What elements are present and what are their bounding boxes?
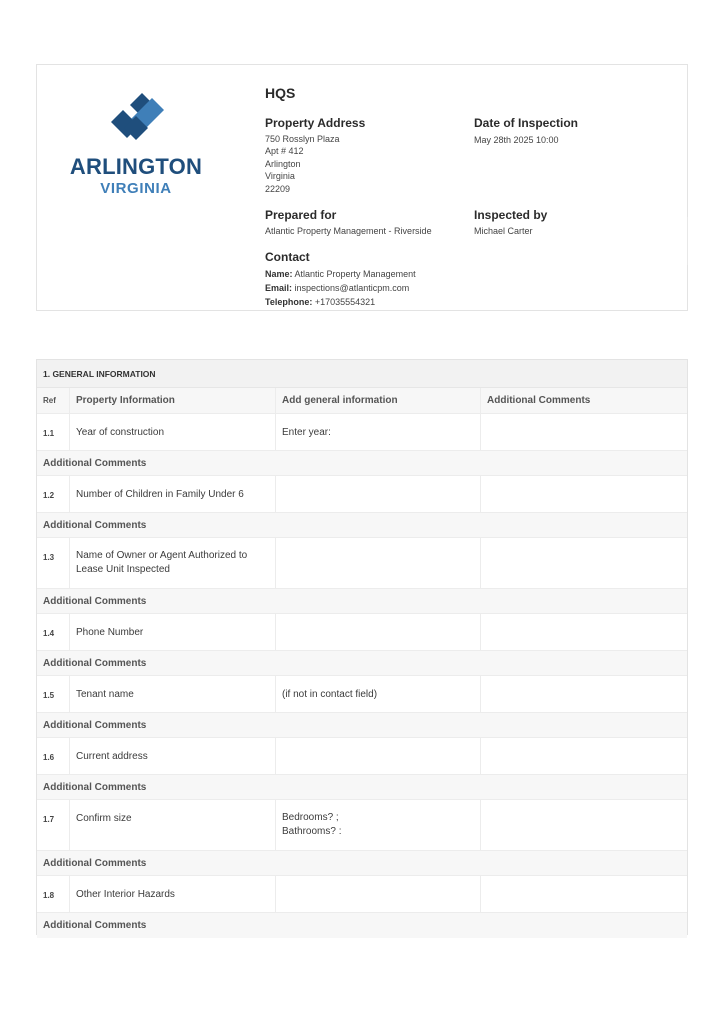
row-add-info-field[interactable]: [276, 876, 481, 912]
table-row: [37, 876, 687, 913]
row-property: Other Interior Hazards: [70, 876, 276, 912]
row-property: Tenant name: [70, 676, 276, 712]
divider: [687, 217, 688, 265]
header-property-information: Property Information: [70, 388, 276, 413]
table-row: [37, 676, 687, 713]
row-comment-field[interactable]: [481, 800, 687, 850]
row-add-info-field[interactable]: [276, 476, 481, 512]
row-ref: 1.8: [37, 876, 70, 912]
row-property: Name of Owner or Agent Authorized to Lease Unit Inspected: [70, 538, 276, 588]
additional-comments-row[interactable]: Additional Comments: [37, 513, 687, 538]
table-row: [37, 800, 687, 851]
row-add-info-field[interactable]: Enter year:: [276, 414, 481, 450]
header-ref: Ref: [37, 388, 70, 413]
contact-name: Atlantic Property Management: [294, 269, 416, 279]
row-property: Number of Children in Family Under 6: [70, 476, 276, 512]
row-ref: 1.2: [37, 476, 70, 512]
report-header: [36, 64, 688, 311]
row-add-info-field[interactable]: (if not in contact field): [276, 676, 481, 712]
additional-comments-row[interactable]: Additional Comments: [37, 451, 687, 476]
table-row: [37, 538, 687, 589]
general-information-section: [36, 359, 688, 935]
table-header-row: [37, 388, 687, 414]
row-add-info-field[interactable]: [276, 538, 481, 588]
row-comment-field[interactable]: [481, 738, 687, 774]
address-line: Apt # 412: [265, 146, 304, 157]
logo-text-virginia: VIRGINIA: [100, 180, 172, 197]
diamond-logo-icon: [110, 93, 168, 151]
row-property: Confirm size: [70, 800, 276, 850]
date-of-inspection-title: Date of Inspection: [474, 116, 579, 130]
arlington-virginia-logo: [63, 93, 209, 203]
row-add-info-field[interactable]: Bedrooms? ; Bathrooms? :: [276, 800, 481, 850]
row-comment-field[interactable]: [481, 476, 687, 512]
contact-email-line: [265, 281, 416, 295]
address-line: 750 Rosslyn Plaza: [265, 134, 340, 144]
row-comment-field[interactable]: [481, 538, 687, 588]
logo-text-arlington: ARLINGTON: [69, 154, 203, 179]
section-title: 1. GENERAL INFORMATION: [37, 360, 687, 388]
row-comment-field[interactable]: [481, 614, 687, 650]
inspected-by-value: Michael Carter: [474, 226, 533, 236]
table-row: [37, 738, 687, 775]
address-line: 22209: [265, 183, 291, 194]
row-property: Year of construction: [70, 414, 276, 450]
additional-comments-row[interactable]: Additional Comments: [37, 775, 687, 800]
additional-comments-row[interactable]: Additional Comments: [37, 589, 687, 614]
row-property: Current address: [70, 738, 276, 774]
property-address-lines: [265, 133, 340, 195]
header-additional-comments: Additional Comments: [487, 395, 591, 406]
prepared-for-title: Prepared for: [265, 208, 337, 222]
contact-email: inspections@atlanticpm.com: [294, 283, 410, 294]
prepared-for-value: Atlantic Property Management - Riverside: [265, 226, 432, 236]
row-comment-field[interactable]: [481, 676, 687, 712]
row-ref: 1.6: [37, 738, 70, 774]
table-row: [37, 414, 687, 451]
contact-phone: +17035554321: [314, 297, 376, 308]
row-add-info-field[interactable]: [276, 614, 481, 650]
document-title: HQS: [265, 85, 296, 101]
contact-name-label: Name:: [265, 269, 293, 279]
additional-comments-row[interactable]: Additional Comments: [37, 651, 687, 676]
address-line: Virginia: [265, 171, 295, 182]
additional-comments-row[interactable]: Additional Comments: [37, 713, 687, 738]
contact-email-label: Email:: [265, 283, 293, 294]
table-row: [37, 614, 687, 651]
table-row: [37, 476, 687, 513]
row-ref: 1.5: [37, 676, 70, 712]
additional-comments-row[interactable]: Additional Comments: [37, 913, 687, 938]
row-ref: 1.4: [37, 614, 70, 650]
inspected-by-title: Inspected by: [474, 208, 548, 222]
additional-comments-row[interactable]: Additional Comments: [37, 851, 687, 876]
row-add-info-field[interactable]: [276, 738, 481, 774]
row-comment-field[interactable]: [481, 414, 687, 450]
contact-phone-label: Telephone:: [265, 297, 313, 308]
header-add-general-information: Add general information: [276, 388, 481, 413]
row-ref: 1.7: [37, 800, 70, 850]
row-comment-field[interactable]: [481, 876, 687, 912]
row-ref: 1.3: [37, 538, 70, 588]
contact-details: [265, 267, 416, 310]
address-line: Arlington: [265, 158, 301, 169]
row-property: Phone Number: [70, 614, 276, 650]
contact-phone-line: [265, 295, 416, 309]
property-address-title: Property Address: [265, 116, 366, 130]
row-ref: 1.1: [37, 414, 70, 450]
contact-title: Contact: [265, 250, 310, 264]
date-of-inspection-value: May 28th 2025 10:00: [474, 135, 559, 145]
contact-name-line: [265, 267, 416, 281]
